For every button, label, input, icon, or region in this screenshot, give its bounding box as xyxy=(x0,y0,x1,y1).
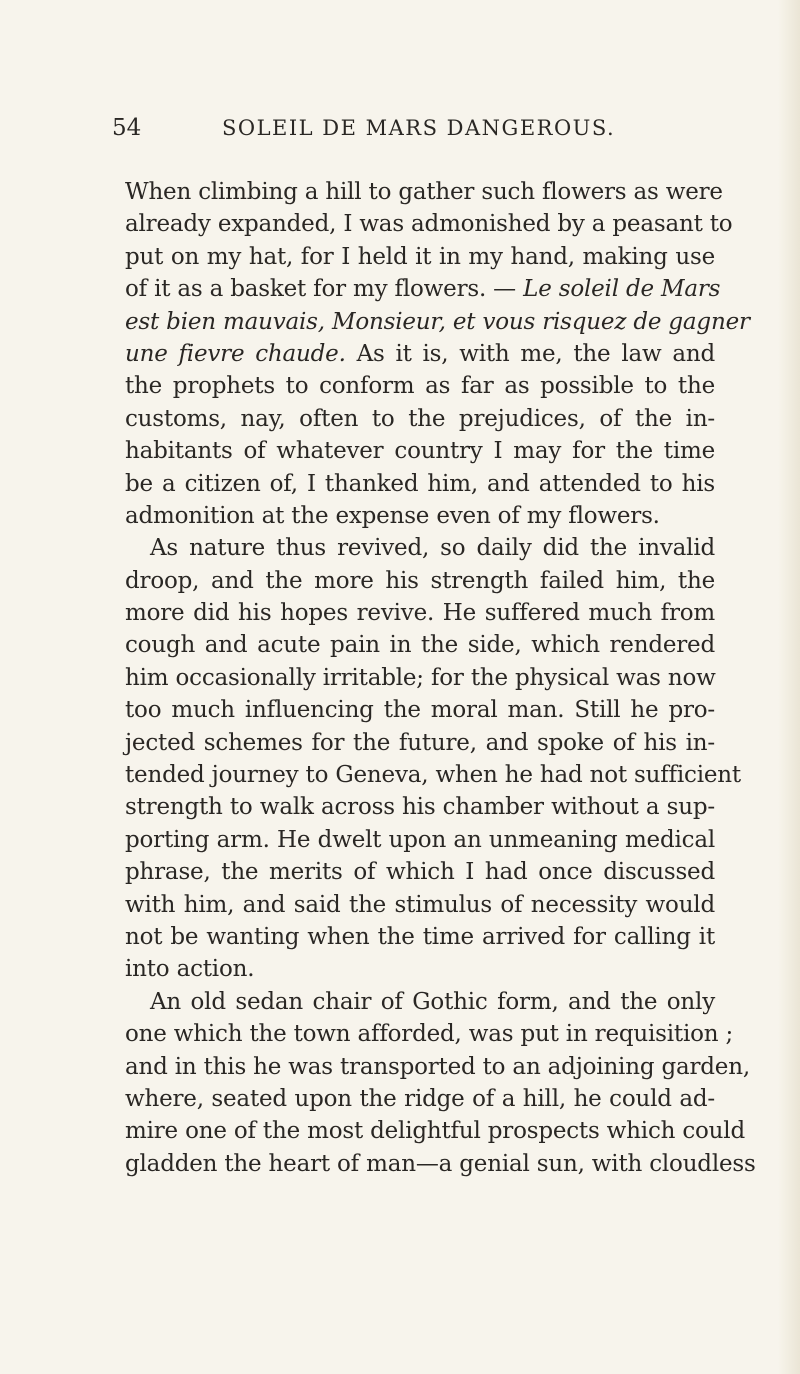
text-line: mire one of the most delightful prospects which could xyxy=(125,1118,745,1145)
text-line: where, seated upon the ridge of a hill, he could ad- xyxy=(125,1085,715,1112)
text-line: When climbing a hill to gather such flowers as were xyxy=(125,179,723,205)
text-line: jected schemes for the future, and spoke of his in- xyxy=(125,729,715,756)
text-segment: of it as a basket for my flowers. — xyxy=(125,276,516,303)
page-number: 54 xyxy=(112,115,142,141)
text-line: customs, nay, often to the prejudices, of the in- xyxy=(125,405,715,432)
text-line: not be wanting when the time arrived for calling it xyxy=(125,923,715,950)
text-line: put on my hat, for I held it in my hand, making use xyxy=(125,243,715,270)
text-line: one which the town afforded, was put in requisition ; xyxy=(125,1021,734,1048)
text-line: too much influencing the moral man. Still he pro- xyxy=(125,697,715,724)
text-line: already expanded, I was admonished by a peasant to xyxy=(125,211,733,238)
text-line: the prophets to conform as far as possible to the xyxy=(125,373,715,400)
text-line: gladden the heart of man—a genial sun, with cloudless xyxy=(125,1150,756,1177)
text-line: An old sedan chair of Gothic form, and the only xyxy=(150,988,715,1015)
page-header xyxy=(112,108,732,148)
french-quote: une fievre chaude. xyxy=(125,340,346,367)
text-line: tended journey to Geneva, when he had not sufficient xyxy=(125,762,741,789)
text-line: porting arm. He dwelt upon an unmeaning medical xyxy=(125,826,715,853)
running-head: SOLEIL DE MARS DANGEROUS. xyxy=(222,116,616,140)
text-line: admonition at the expense even of my flowers. xyxy=(125,502,660,529)
body-text xyxy=(125,176,756,1180)
text-line: phrase, the merits of which I had once discussed xyxy=(125,859,715,886)
text-line: with him, and said the stimulus of necessity would xyxy=(125,891,715,918)
text-line: into action. xyxy=(125,956,255,983)
text-line: more did his hopes revive. He suffered much from xyxy=(125,600,715,627)
text-line: him occasionally irritable; for the physical was now xyxy=(125,664,716,691)
text-line xyxy=(125,338,715,370)
text-line: be a citizen of, I thanked him, and attended to his xyxy=(125,470,715,497)
text-line: cough and acute pain in the side, which rendered xyxy=(125,632,715,659)
page-edge-shadow xyxy=(778,0,800,1374)
french-quote-line: est bien mauvais, Monsieur, et vous risquez de gagner xyxy=(125,308,750,335)
text-line: and in this he was transported to an adjoining garden, xyxy=(125,1053,750,1080)
text-segment: As it is, with me, the law and xyxy=(356,340,715,367)
text-line: strength to walk across his chamber without a sup- xyxy=(125,794,715,821)
text-line: habitants of whatever country I may for the time xyxy=(125,438,715,465)
text-line xyxy=(125,273,721,305)
text-line: As nature thus revived, so daily did the invalid xyxy=(150,535,715,562)
french-quote: Le soleil de Mars xyxy=(523,276,721,303)
text-line: droop, and the more his strength failed him, the xyxy=(125,567,715,594)
